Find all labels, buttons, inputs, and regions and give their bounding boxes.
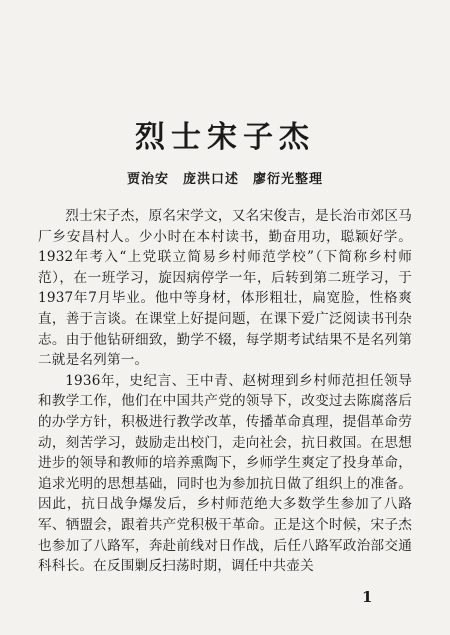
paragraph: 烈士宋子杰，原名宋学文，又名宋俊吉，是长治市郊区马厂乡安昌村人。少小时在本村读书，勤奋用功，聪颖好学。1932年考入“上党联立简易乡村师范学校”（下简称乡村师范），在一班学习，旋因病停学一年，后转到第二班学习，于1937年7月毕业。他中等身材，体形粗壮，扁宽脸，性格爽直，善于言谈。在课堂上好提问题，在课下爱广泛阅读书刊杂志。由于他钻研细致，勤学不辍，每学期考试结果不是名列第二就是名列第一。 — [38, 208, 412, 369]
document-title: 烈士宋子杰 — [135, 120, 315, 155]
document-byline: 贾治安 庞洪口述 廖衍光整理 — [126, 172, 323, 187]
page-number: 1 — [362, 588, 373, 606]
paragraph: 1936年，史纪言、王中青、赵树理到乡村师范担任领导和教学工作，他们在中国共产党的领导下，改变过去陈腐落后的办学方针，积极进行教学改革，传播革命真理，提倡革命劳动，刻苦学习，鼓励走出校门，走向社会，抗日救国。在思想进步的领导和教师的培养熏陶下，乡师学生爽定了投身革命，追求光明的思想基础，同时也为参加抗日做了组织上的准备。因此，抗日战争爆发后，乡村师范绝大多数学生参加了八路军、牺盟会，跟着共产党积极干革命。正是这个时候，宋子杰也参加了八路军，奔赴前线对日作战，后任八路军政治部交通科科长。在反围剿反扫荡时期，调任中共壶关 — [38, 372, 412, 575]
document-body — [38, 206, 412, 577]
